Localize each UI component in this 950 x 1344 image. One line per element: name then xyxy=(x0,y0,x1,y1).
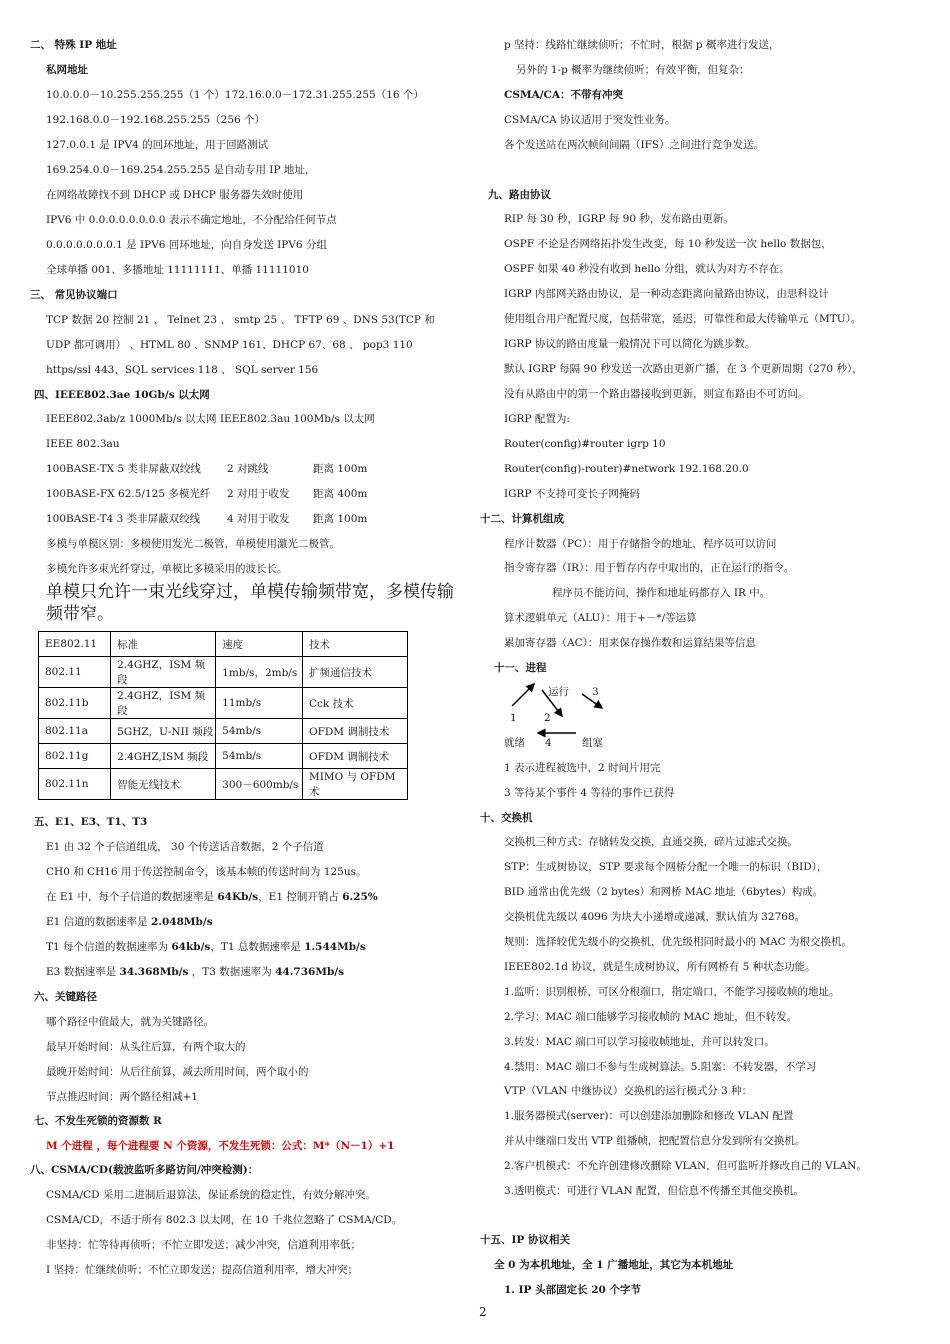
table-cell: 802.11b xyxy=(39,688,111,719)
table-row xyxy=(39,719,408,744)
table-cell: 54mb/s xyxy=(216,744,303,769)
text-line: 在 E1 中，每个子信道的数据速率是 64Kb/s，E1 控制开销占 6.25% xyxy=(46,891,378,903)
text-line: 并从中继端口发出 VTP 组播帧，把配置信息分发到所有交换机。 xyxy=(504,1135,806,1147)
text-line: 指令寄存器（IR）：用于暂存内存中取出的，正在运行的指令。 xyxy=(504,562,795,574)
table-cell: OFDM 调制技术 xyxy=(302,719,407,744)
section-title: 六、关键路径 xyxy=(34,991,97,1003)
section-title: 十五、IP 协议相关 xyxy=(480,1234,570,1246)
text-line: 多模与单模区别：多模使用发光二极管，单模使用激光二极管。 xyxy=(46,538,340,550)
text-line: 程序员不能访问，操作和地址码都存入 IR 中。 xyxy=(552,587,771,599)
table-header-cell: 速度 xyxy=(216,632,303,657)
subsection-title: 私网地址 xyxy=(46,64,88,76)
text-line: 规则：选择较优先级小的交换机，优先级相同时最小的 MAC 为根交换机。 xyxy=(504,936,853,948)
section-title: 八、CSMA/CD(载波监听多路访问/冲突检测)： xyxy=(30,1164,259,1176)
state-blocked: 组塞 xyxy=(582,737,603,749)
table-cell: 802.11n xyxy=(39,769,111,800)
text-line: STP：生成树协议，STP 要求每个网桥分配一个唯一的标识（BID）， xyxy=(504,861,828,873)
section-title: 十二、计算机组成 xyxy=(480,513,564,525)
text-line: 多模允许多束光纤穿过，单模比多模采用的波长长。 xyxy=(46,563,288,575)
text-line: 程序计数器（PC）：用于存储指令的地址，程序员可以访问 xyxy=(504,538,777,550)
text-line: 2.客户机模式：不允许创建修改删除 VLAN，但可监听并修改自己的 VLAN。 xyxy=(504,1160,867,1172)
state-running: 运行 xyxy=(548,686,569,698)
text-line: 哪个路径中值最大，就为关键路径。 xyxy=(46,1016,214,1028)
transition-label-3: 3 xyxy=(592,686,599,698)
text-line: 最早开始时间：从头往后算，有两个取大的 xyxy=(46,1041,246,1053)
text-line: E1 信道的数据速率是 2.048Mb/s xyxy=(46,916,213,928)
text-line: OSPF 如果 40 秒没有收到 hello 分组，就认为对方不存在。 xyxy=(504,263,790,275)
table-cell: 54mb/s xyxy=(216,719,303,744)
text-line: IEEE 802.3au xyxy=(46,438,120,450)
page-number: 2 xyxy=(479,1305,487,1319)
text-line: IGRP 协议的路由度量一般情况下可以简化为跳步数。 xyxy=(504,338,756,350)
section-title: 九、路由协议 xyxy=(488,189,551,201)
config-line: Router(config)#router igrp 10 xyxy=(504,438,666,450)
table-header-row xyxy=(39,632,408,657)
text-line: 1.监听：识别根桥，可区分根端口，指定端口，不能学习接收帧的地址。 xyxy=(504,986,840,998)
table-cell: 2.4GHZ，ISM 频段 xyxy=(111,688,216,719)
text-line: 4.禁用：MAC 端口不参与生成树算法。5.阻塞：不转发器，不学习 xyxy=(504,1061,817,1073)
section-title: 七、不发生死锁的资源数 R xyxy=(34,1115,162,1127)
table-cell: 2.4GHZ,ISM 频段 xyxy=(111,744,216,769)
text-line: TCP 数据 20 控制 21 、 Telnet 23 、 smtp 25 、 TFTP 69 、DNS 53(TCP 和 xyxy=(46,314,435,326)
text-line: 另外的 1-p 概率为继续侦听；有效平衡，但复杂； xyxy=(516,64,750,76)
table-cell: 5GHZ，U-NII 频段 xyxy=(111,719,216,744)
cable-spec-name: 100BASE-TX 5 类非屏蔽双绞线 xyxy=(46,463,201,475)
table-header-cell: EE802.11 xyxy=(39,632,111,657)
emphasis-text: 单模只允许一束光线穿过，单模传输频带宽，多模传输频带窄。 xyxy=(46,582,454,624)
text-line: 最晚开始时间：从后往前算，减去所用时间，两个取小的 xyxy=(46,1066,309,1078)
table-row xyxy=(39,657,408,688)
text-line: 没有从路由中的第一个路由器接收到更新，则宣布路由不可访问。 xyxy=(504,388,809,400)
table-header-cell: 技术 xyxy=(302,632,407,657)
section-title: 四、IEEE802.3ae 10Gb/s 以太网 xyxy=(34,389,210,401)
text-line: 3 等待某个事件 4 等待的事件已获得 xyxy=(504,787,675,799)
text-line: IEEE802.1d 协议，就是生成树协议，所有网桥有 5 种状态功能。 xyxy=(504,961,816,973)
text-line: IPV6 中 0.0.0.0.0.0.0.0 表示不确定地址，不分配给任何节点 xyxy=(46,214,337,226)
text-line: E3 数据速率是 34.368Mb/s ，T3 数据速率为 44.736Mb/s xyxy=(46,966,345,978)
arrow-running-to-blocked xyxy=(582,694,602,708)
text-line: IGRP 不支持可变长子网掩码 xyxy=(504,488,640,500)
text-line: 127.0.0.1 是 IPV4 的回环地址，用于回路测试 xyxy=(46,139,269,151)
text-line: E1 由 32 个子信道组成， 30 个传送话音数据，2 个子信道 xyxy=(46,841,324,853)
text-line: 全 0 为本机地址，全 1 广播地址，其它为本机地址 xyxy=(494,1259,734,1271)
section-title: 十、交换机 xyxy=(480,812,533,824)
text-line: CSMA/CD，不适于所有 802.3 以太网，在 10 千兆位忽略了 CSMA/CD。 xyxy=(46,1214,403,1226)
text-line: RIP 每 30 秒，IGRP 每 90 秒，发布路由更新。 xyxy=(504,213,734,225)
transition-label-4: 4 xyxy=(545,737,552,749)
text-line: CSMA/CA 协议适用于突发性业务。 xyxy=(504,114,676,126)
subsection-title: CSMA/CA：不带有冲突 xyxy=(504,89,624,101)
text-line: UDP 都可调用） 、HTML 80 、SNMP 161、DHCP 67、68 、 pop3 110 xyxy=(46,339,413,351)
text-line: 算术逻辑单元（ALU）：用于+－*/等运算 xyxy=(504,612,697,624)
table-cell: 300－600mb/s xyxy=(216,769,303,800)
arrow-running-to-ready xyxy=(542,690,562,716)
text-line: 默认 IGRP 每隔 90 秒发送一次路由更新广播，在 3 个更新周期（270 秒）， xyxy=(504,363,863,375)
table-header-cell: 标准 xyxy=(111,632,216,657)
text-line: IGRP 内部网关路由协议，是一种动态距离向量路由协议，由思科设计 xyxy=(504,288,829,300)
text-line: 169.254.0.0－169.254.255.255 是自动专用 IP 地址， xyxy=(46,164,316,176)
table-cell: OFDM 调制技术 xyxy=(302,744,407,769)
section-title: 五、E1、E3、T1、T3 xyxy=(34,816,148,828)
text-line: https/ssl 443、SQL services 118 、 SQL server 156 xyxy=(46,364,319,376)
text-line: 交换机三种方式：存储转发交换，直通交换，碎片过滤式交换。 xyxy=(504,836,798,848)
cable-spec-pairs: 4 对用于收发 xyxy=(227,513,290,525)
table-cell: 2.4GHZ，ISM 频段 xyxy=(111,657,216,688)
text-line: 在网络故障找不到 DHCP 或 DHCP 服务器失效时使用 xyxy=(46,189,304,201)
text-line: T1 每个信道的数据速率为 64kb/s，T1 总数据速率是 1.544Mb/s xyxy=(46,941,366,953)
cable-spec-distance: 距离 400m xyxy=(313,488,368,500)
text-line: 10.0.0.0－10.255.255.255（1 个）172.16.0.0－172.31.255.255（16 个） xyxy=(46,89,424,101)
table-cell: Cck 技术 xyxy=(302,688,407,719)
table-cell: MIMO 与 OFDM 术 xyxy=(302,769,407,800)
table-row xyxy=(39,769,408,800)
text-line: 1. IP 头部固定长 20 个字节 xyxy=(504,1284,642,1296)
table-cell: 802.11 xyxy=(39,657,111,688)
table-cell: 11mb/s xyxy=(216,688,303,719)
text-line: 全球单播 001、多播地址 11111111、单播 11111010 xyxy=(46,264,309,276)
table-cell: 802.11a xyxy=(39,719,111,744)
table-row xyxy=(39,688,408,719)
table-row xyxy=(39,744,408,769)
table-cell: 智能无线技术 xyxy=(111,769,216,800)
text-line: OSPF 不论是否网络拓扑发生改变，每 10 秒发送一次 hello 数据包， xyxy=(504,238,832,250)
config-line: Router(config)-router)#network 192.168.20.0 xyxy=(504,463,749,475)
table-cell: 802.11g xyxy=(39,744,111,769)
text-line: 1 表示进程被选中，2 时间片用完 xyxy=(504,762,661,774)
cable-spec-pairs: 2 对用于收发 xyxy=(227,488,290,500)
arrow-ready-to-running xyxy=(512,684,534,706)
text-line: 非坚持：忙等待再侦听；不忙立即发送；减少冲突，信道利用率低； xyxy=(46,1239,361,1251)
cable-spec-distance: 距离 100m xyxy=(313,463,368,475)
text-line: IEEE802.3ab/z 1000Mb/s 以太网 IEEE802.3au 100Mb/s 以太网 xyxy=(46,413,375,425)
text-line: 2.学习：MAC 端口能够学习接收帧的 MAC 地址，但不转发。 xyxy=(504,1011,798,1023)
table-cell: 1mb/s，2mb/s xyxy=(216,657,303,688)
text-line: 各个发送站在两次帧间间隔（IFS）之间进行竞争发送。 xyxy=(504,139,765,151)
text-line: VTP（VLAN 中继协议）交换机的运行模式分 3 种： xyxy=(504,1085,753,1097)
text-line: 节点推迟时间：两个路径相减+1 xyxy=(46,1091,198,1103)
section-title: 十一、进程 xyxy=(494,662,547,674)
text-line: 3.透明模式：可进行 VLAN 配置，但信息不传播至其他交换机。 xyxy=(504,1185,805,1197)
text-line: 0.0.0.0.0.0.0.1 是 IPV6 回环地址，向自身发送 IPV6 分组 xyxy=(46,239,327,251)
text-line: p 坚持：线路忙继续侦听；不忙时，根据 p 概率进行发送， xyxy=(504,39,780,51)
cable-spec-pairs: 2 对跳线 xyxy=(227,463,269,475)
cable-spec-name: 100BASE-FX 62.5/125 多模光纤 xyxy=(46,488,211,500)
text-line: I 坚持：忙继续侦听；不忙立即发送；提高信道利用率，增大冲突； xyxy=(46,1264,358,1276)
text-line: 192.168.0.0－192.168.255.255（256 个） xyxy=(46,114,266,126)
section-title: 三、 常见协议端口 xyxy=(30,289,118,301)
cable-spec-name: 100BASE-T4 3 类非屏蔽双绞线 xyxy=(46,513,201,525)
transition-label-1: 1 xyxy=(510,712,517,724)
section-title: 二、 特殊 IP 地址 xyxy=(30,39,117,51)
text-line: BID 通常由优先级（2 bytes）和网桥 MAC 地址（6bytes）构成。 xyxy=(504,886,824,898)
state-ready: 就绪 xyxy=(504,737,525,749)
table-cell: 扩频通信技术 xyxy=(302,657,407,688)
text-line: IGRP 配置为: xyxy=(504,413,570,425)
text-line: 累加寄存器（AC）：用来保存操作数和运算结果等信息 xyxy=(504,637,756,649)
text-line: 交换机优先级以 4096 为块大小递增或递减，默认值为 32768。 xyxy=(504,911,806,923)
text-line: 使用组合用户配置尺度，包括带宽，延迟，可靠性和最大传输单元（MTU）。 xyxy=(504,313,862,325)
process-state-arrows xyxy=(470,0,670,760)
wifi-standards-table xyxy=(38,631,408,800)
transition-label-2: 2 xyxy=(544,712,551,724)
cable-spec-distance: 距离 100m xyxy=(313,513,368,525)
text-line: 3.转发：MAC 端口可以学习接收帧地址，并可以转发口。 xyxy=(504,1036,775,1048)
text-line: CSMA/CD 采用二进制后退算法，保证系统的稳定性，有效分解冲突。 xyxy=(46,1189,376,1201)
text-line: CH0 和 CH16 用于传送控制命令，该基本帧的传送时间为 125us。 xyxy=(46,866,367,878)
deadlock-formula: M 个进程 ，每个进程要 N 个资源，不发生死锁：公式：M*（N－1）+1 xyxy=(46,1140,395,1152)
text-line: 1.服务器模式(server)：可以创建添加删除和修改 VLAN 配置 xyxy=(504,1110,794,1122)
